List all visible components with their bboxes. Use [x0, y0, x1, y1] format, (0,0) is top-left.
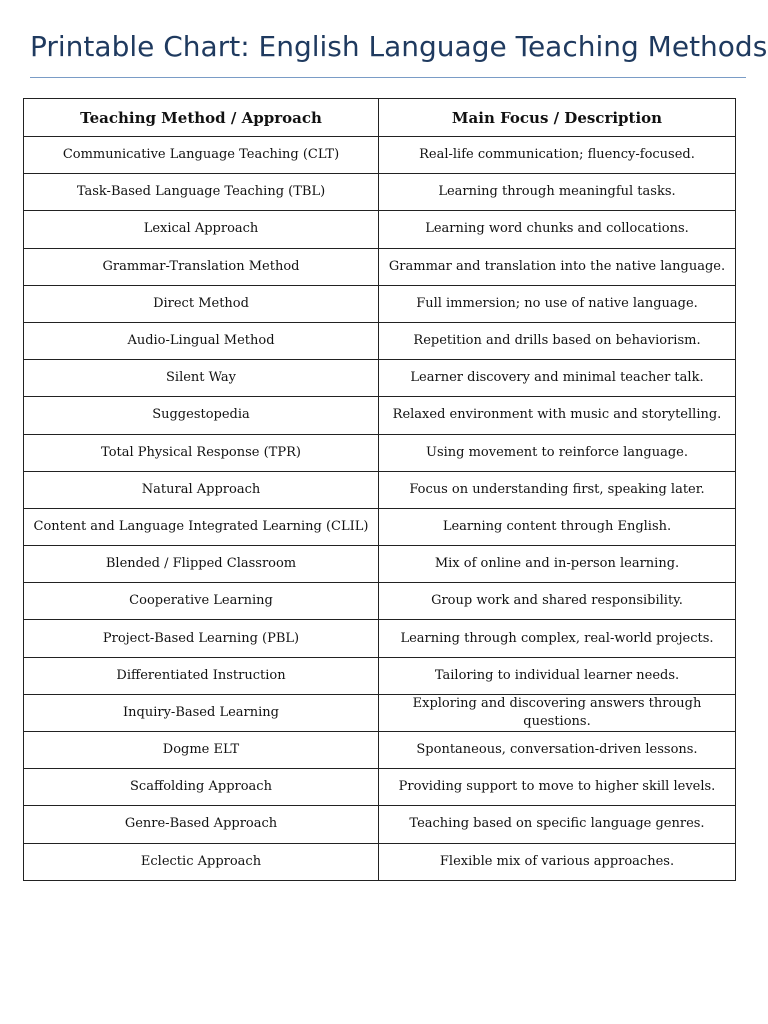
description-cell: Mix of online and in-person learning. — [379, 546, 736, 583]
column-header-description: Main Focus / Description — [379, 99, 736, 137]
method-cell: Differentiated Instruction — [24, 657, 379, 694]
method-cell: Audio-Lingual Method — [24, 322, 379, 359]
table-row — [24, 583, 736, 620]
method-cell: Dogme ELT — [24, 732, 379, 769]
table-row — [24, 322, 736, 359]
column-header-method: Teaching Method / Approach — [24, 99, 379, 137]
description-cell: Learning through meaningful tasks. — [379, 174, 736, 211]
table-row — [24, 397, 736, 434]
description-cell: Learner discovery and minimal teacher talk. — [379, 360, 736, 397]
description-cell: Grammar and translation into the native language. — [379, 248, 736, 285]
description-cell: Full immersion; no use of native language. — [379, 285, 736, 322]
method-cell: Eclectic Approach — [24, 843, 379, 880]
description-cell: Learning through complex, real-world projects. — [379, 620, 736, 657]
method-cell: Communicative Language Teaching (CLT) — [24, 137, 379, 174]
table-row — [24, 211, 736, 248]
method-cell: Inquiry-Based Learning — [24, 694, 379, 731]
table-row — [24, 546, 736, 583]
description-cell: Real-life communication; fluency-focused. — [379, 137, 736, 174]
method-cell: Suggestopedia — [24, 397, 379, 434]
teaching-methods-table — [23, 98, 736, 881]
method-cell: Lexical Approach — [24, 211, 379, 248]
table-row — [24, 174, 736, 211]
description-cell: Learning word chunks and collocations. — [379, 211, 736, 248]
method-cell: Total Physical Response (TPR) — [24, 434, 379, 471]
table-row — [24, 360, 736, 397]
table-row — [24, 769, 736, 806]
description-cell: Spontaneous, conversation-driven lessons. — [379, 732, 736, 769]
method-cell: Task-Based Language Teaching (TBL) — [24, 174, 379, 211]
method-cell: Genre-Based Approach — [24, 806, 379, 843]
description-cell: Providing support to move to higher skill levels. — [379, 769, 736, 806]
table-row — [24, 248, 736, 285]
description-cell: Repetition and drills based on behaviorism. — [379, 322, 736, 359]
title-divider — [30, 77, 746, 78]
table-row — [24, 657, 736, 694]
description-cell: Tailoring to individual learner needs. — [379, 657, 736, 694]
table-row — [24, 806, 736, 843]
table-row — [24, 694, 736, 731]
table-row — [24, 620, 736, 657]
description-cell: Teaching based on specific language genres. — [379, 806, 736, 843]
table-row — [24, 732, 736, 769]
method-cell: Cooperative Learning — [24, 583, 379, 620]
method-cell: Blended / Flipped Classroom — [24, 546, 379, 583]
method-cell: Silent Way — [24, 360, 379, 397]
description-cell: Learning content through English. — [379, 508, 736, 545]
description-cell: Using movement to reinforce language. — [379, 434, 736, 471]
description-cell: Relaxed environment with music and storytelling. — [379, 397, 736, 434]
method-cell: Direct Method — [24, 285, 379, 322]
description-cell: Group work and shared responsibility. — [379, 583, 736, 620]
table-row — [24, 471, 736, 508]
table-row — [24, 843, 736, 880]
table-header — [24, 99, 736, 137]
table-body — [24, 137, 736, 881]
description-cell: Focus on understanding first, speaking later. — [379, 471, 736, 508]
description-cell: Exploring and discovering answers through questions. — [379, 694, 736, 731]
description-cell: Flexible mix of various approaches. — [379, 843, 736, 880]
table-row — [24, 285, 736, 322]
table-row — [24, 137, 736, 174]
method-cell: Scaffolding Approach — [24, 769, 379, 806]
method-cell: Natural Approach — [24, 471, 379, 508]
method-cell: Content and Language Integrated Learning (CLIL) — [24, 508, 379, 545]
page-title: Printable Chart: English Language Teaching Methods — [30, 30, 768, 63]
table-row — [24, 508, 736, 545]
table-row — [24, 434, 736, 471]
table-header-row — [24, 99, 736, 137]
method-cell: Grammar-Translation Method — [24, 248, 379, 285]
method-cell: Project-Based Learning (PBL) — [24, 620, 379, 657]
